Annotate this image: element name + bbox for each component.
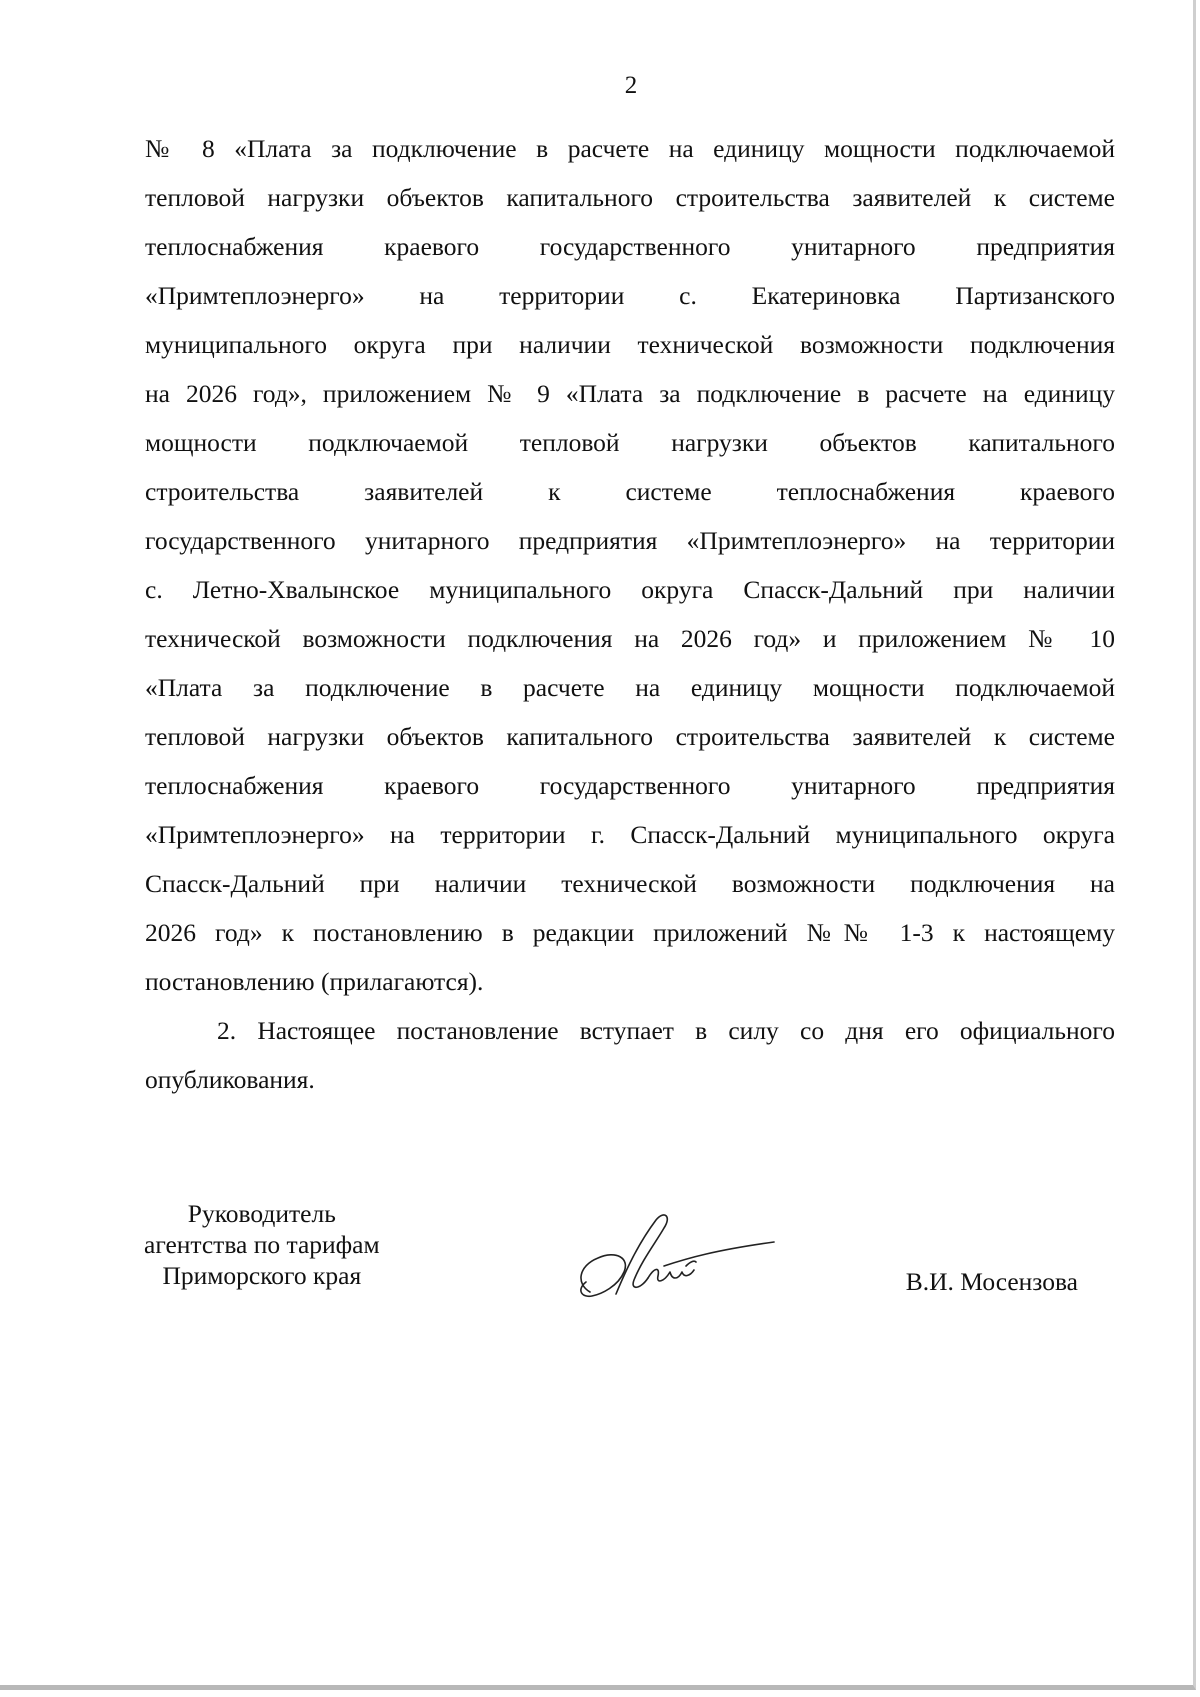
text-line: мощности подключаемой тепловой нагрузки объектов капитального [145,428,1115,457]
text-line: «Плата за подключение в расчете на единицу мощности подключаемой [145,673,1115,702]
signer-name: В.И. Мосензова [905,1267,1078,1296]
text-line: «Примтеплоэнерго» на территории г. Спасск-Дальний муниципального округа [145,820,1115,849]
text-line: государственного унитарного предприятия «Примтеплоэнерго» на территории [145,526,1115,555]
text-line: теплоснабжения краевого государственного унитарного предприятия [145,232,1115,261]
signer-position [144,1198,380,1291]
text-line: строительства заявителей к системе теплоснабжения краевого [145,477,1115,506]
text-line: 2026 год» к постановлению в редакции приложений №№ 1-3 к настоящему [145,918,1115,947]
page-number: 2 [624,72,638,99]
text-line: на 2026 год», приложением № 9 «Плата за подключение в расчете на единицу [145,379,1115,408]
text-line: постановлению (прилагаются). [145,967,484,996]
signer-position-line: Приморского края [162,1261,362,1290]
text-line: технической возможности подключения на 2026 год» и приложением № 10 [145,624,1115,653]
handwritten-signature [568,1200,780,1312]
text-line: опубликования. [145,1065,315,1094]
text-line: с. Летно-Хвалынское муниципального округа Спасск-Дальний при наличии [145,575,1115,604]
text-line: тепловой нагрузки объектов капитального строительства заявителей к системе [145,183,1115,212]
body-text [145,124,1115,1104]
text-line: «Примтеплоэнерго» на территории с. Екатериновка Партизанского [145,281,1115,310]
text-line: муниципального округа при наличии технической возможности подключения [145,330,1115,359]
text-line: Спасск-Дальний при наличии технической возможности подключения на [145,869,1115,898]
text-line: № 8 «Плата за подключение в расчете на единицу мощности подключаемой [145,134,1115,163]
signer-position-line: Руководитель [187,1199,336,1228]
signer-position-line: агентства по тарифам [144,1230,380,1259]
text-line: теплоснабжения краевого государственного унитарного предприятия [145,771,1115,800]
text-line: тепловой нагрузки объектов капитального строительства заявителей к системе [145,722,1115,751]
text-line: 2. Настоящее постановление вступает в силу со дня его официального [217,1016,1115,1045]
